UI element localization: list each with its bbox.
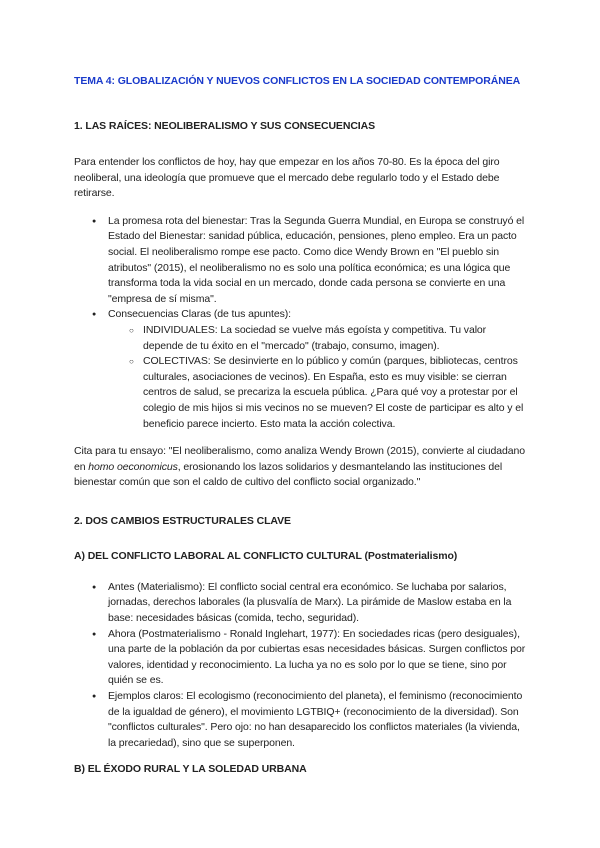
section-2-heading: 2. DOS CAMBIOS ESTRUCTURALES CLAVE: [74, 514, 291, 527]
quote-text-end: , erosionando los lazos solidarios y desmantelando las instituciones del bienestar común que son el caldo de cultivo del conflicto social organizado.": [74, 460, 503, 489]
sub-list-item: ○ INDIVIDUALES: La sociedad se vuelve más egoísta y competitiva. Tu valor depende de tu éxito en el "mercado" (trabajo, consumo, imagen).: [143, 323, 528, 354]
consequences-sublist: [108, 323, 528, 432]
list-item: ● La promesa rota del bienestar: Tras la Segunda Guerra Mundial, en Europa se construyó el Estado del Bienestar: sanidad pública, educación, pensiones, pleno empleo. Era un pacto social. El neoliberalismo rompe ese pacto. Como dice Wendy Brown en "El pueblo sin atributos" (2015), el neoliberalismo no es solo una política económica; es una lógica que transforma toda la vida social en un mercado, donde cada persona se convierte en una "empresa de sí misma".: [108, 214, 528, 308]
document-title: TEMA 4: GLOBALIZACIÓN Y NUEVOS CONFLICTOS EN LA SOCIEDAD CONTEMPORÁNEA: [74, 75, 521, 87]
subsection-a-bullet-list: [74, 580, 528, 752]
section-1-intro: Para entender los conflictos de hoy, hay que empezar en los años 70-80. Es la época del giro neoliberal, una ideología que promueve que el mercado debe regularlo todo y el Estado debe retirarse.: [74, 156, 500, 200]
sub-list-item: ○ COLECTIVAS: Se desinvierte en lo público y común (parques, bibliotecas, centros culturales, asociaciones de vecinos). En España, esto es muy visible: se cierran centros de salud, se precariza la escuela pública. ¿Para qué voy a protestar por el colegio de mis hijos si mis vecinos no se mueven? El coste de participar es alto y el beneficio parece incierto. Esto mata la acción colectiva.: [143, 354, 528, 432]
list-item: ● Ejemplos claros: El ecologismo (reconocimiento del planeta), el feminismo (reconocimiento de la igualdad de género), el movimiento LGTBIQ+ (reconocimiento de la diversidad). Son "conflictos culturales". Pero ojo: no han desaparecido los conflictos materiales (la vivienda, la precariedad), sino que se superponen.: [108, 689, 528, 751]
list-item-text: Consecuencias Claras (de tus apuntes):: [108, 308, 291, 321]
subsection-a-heading: A) DEL CONFLICTO LABORAL AL CONFLICTO CULTURAL (Postmaterialismo): [74, 549, 458, 562]
quote-text-start: Cita para tu ensayo: "El neoliberalismo, como analiza Wendy Brown (2015), convierte al ciudadano en: [74, 445, 525, 473]
list-item: ● Antes (Materialismo): El conflicto social central era económico. Se luchaba por salarios, jornadas, derechos laborales (la plusvalía de Marx). La pirámide de Maslow estaba en la base: necesidades básicas (comida, techo, seguridad).: [108, 580, 528, 627]
section-1-bullet-list: [74, 214, 528, 432]
quote-emphasis: homo oeconomicus: [88, 460, 178, 473]
section-1-heading: 1. LAS RAÍCES: NEOLIBERALISMO Y SUS CONSECUENCIAS: [74, 120, 376, 132]
essay-quote: [74, 444, 528, 491]
list-item: [108, 307, 528, 432]
list-item: ● Ahora (Postmaterialismo - Ronald Inglehart, 1977): En sociedades ricas (pero desiguales), una parte de la población da por cubiertas esas necesidades básicas. Surgen conflictos por valores, identidad y reconocimiento. La lucha ya no es solo por lo que se tiene, sino por quién se es.: [108, 627, 528, 689]
subsection-b-heading: B) EL ÉXODO RURAL Y LA SOLEDAD URBANA: [74, 763, 307, 776]
